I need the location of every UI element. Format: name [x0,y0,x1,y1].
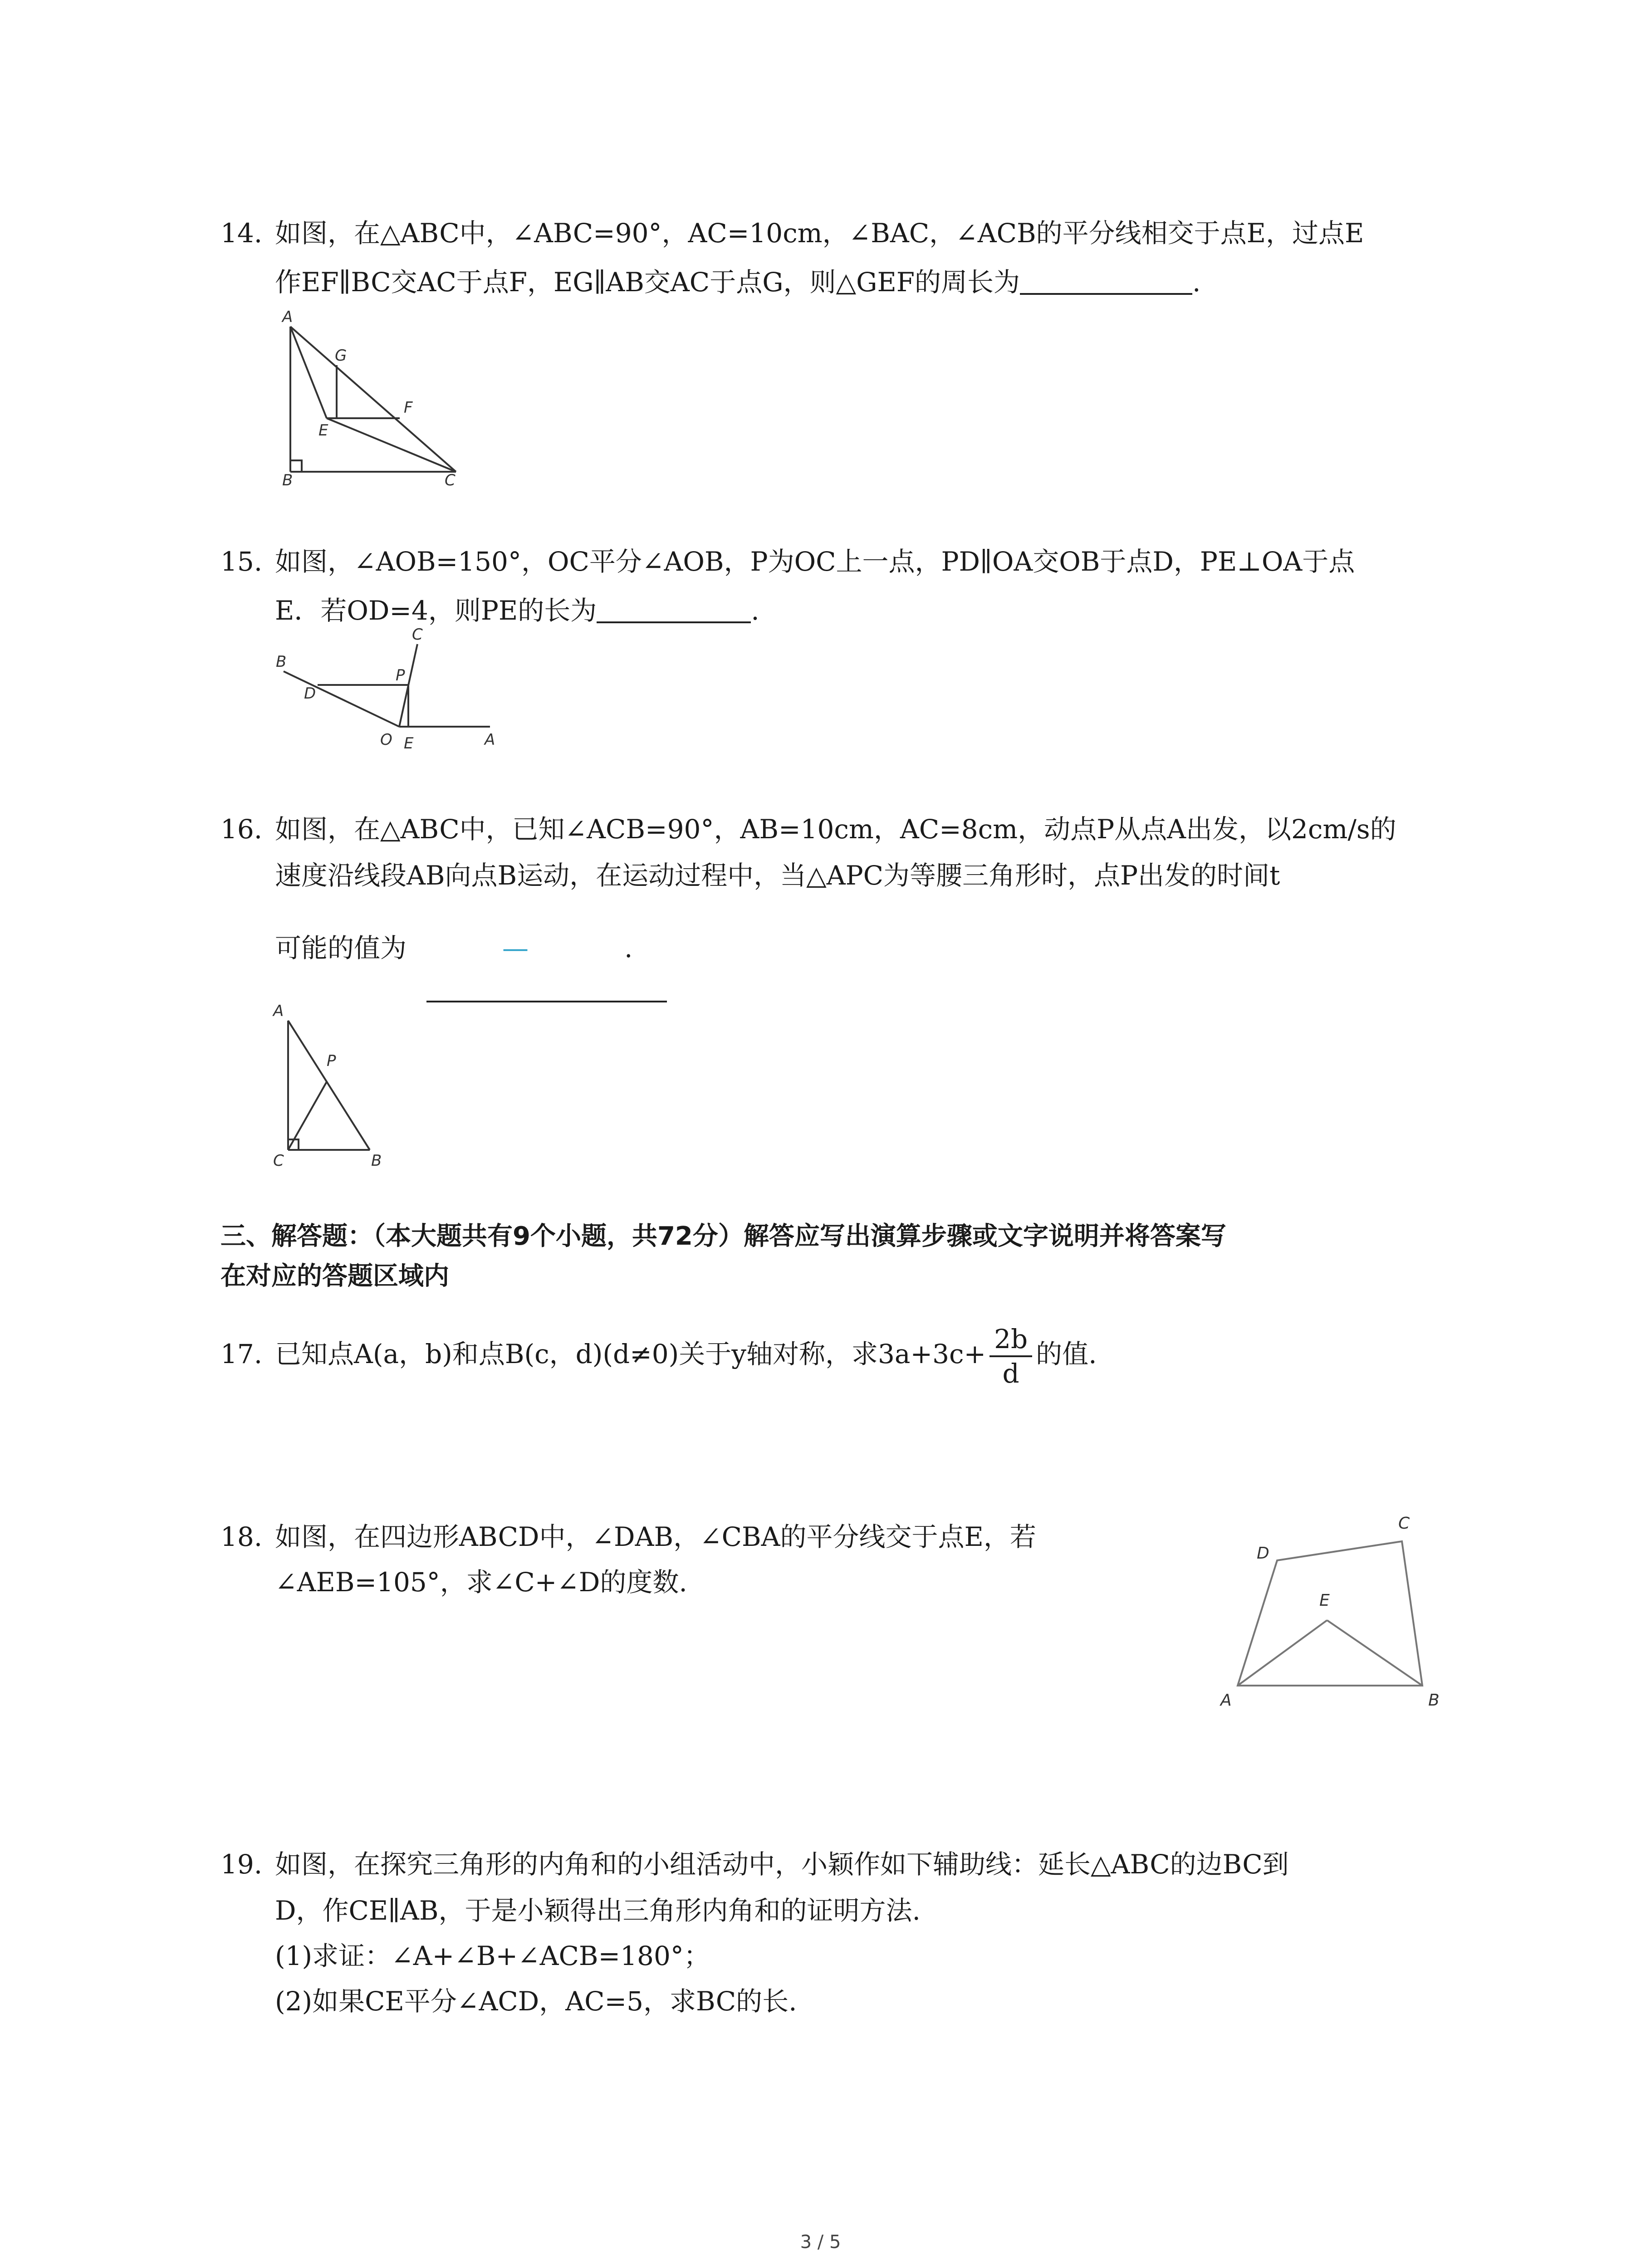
q19-part2 [275,1984,797,2019]
q15-label-o: O [380,731,392,749]
q15-figure [268,626,522,764]
q14-label-g: G [335,347,347,365]
q16-text-1: 如图，在△ABC中，已知∠ACB=90°，AB=10cm，AC=8cm，动点P从点A出发，以2cm/s的 [275,814,1396,845]
q16-line1 [220,812,1396,846]
q16-figure [268,998,413,1177]
q16-label-b: B [371,1152,382,1170]
q18-text-1: 如图，在四边形ABCD中，∠DAB，∠CBA的平分线交于点E，若 [275,1521,1036,1552]
q16-text-2: 速度沿线段AB向点B运动，在运动过程中，当△APC为等腰三角形时，点P出发的时间t [275,860,1280,891]
q14-text-2: 作EF∥BC交AC于点F，EG∥AB交AC于点G，则△GEF的周长为 [275,267,1020,298]
q14-label-b: B [282,471,293,489]
q15-label-b: B [276,653,287,671]
q18-label-b: B [1428,1691,1440,1710]
section3-heading-line1: 三、解答题：（本大题共有9个小题，共72分）解答应写出演算步骤或文字说明并将答案写 [220,1222,1226,1251]
q15-text-1: 如图，∠AOB=150°，OC平分∠AOB，P为OC上一点，PD∥OA交OB于点D，PE⊥OA于点 [275,546,1355,577]
q16-text-3: 可能的值为 [275,933,407,963]
q15-period: . [751,595,759,626]
q15-label-c: C [412,626,423,644]
page-number: 3 / 5 [800,2232,841,2253]
q14-line1 [220,216,1364,250]
q17-number: 17. [220,1339,263,1369]
q16-label-a: A [273,1002,284,1020]
q17-text-after: 的值. [1036,1339,1097,1369]
q14-label-f: F [404,399,413,417]
q19-part1-text: (1)求证：∠A+∠B+∠ACB=180°； [275,1941,710,1971]
q16-number: 16. [220,814,263,845]
q18-figure [1207,1497,1488,1725]
q19-line1 [220,1847,1289,1882]
q18-label-a: A [1220,1691,1232,1710]
q15-text-2: E．若OD=4，则PE的长为 [275,595,597,626]
q16-label-p: P [327,1052,336,1070]
q14-label-a: A [282,308,293,326]
q16-period: . [624,933,633,963]
q16-line2 [275,858,1280,893]
q15-label-e: E [404,734,414,753]
q19-part2-text: (2)如果CE平分∠ACD，AC=5，求BC的长. [275,1986,797,2017]
q18-number: 18. [220,1521,263,1552]
q19-line2 [275,1893,921,1928]
q15-answer-blank[interactable] [597,596,751,623]
q15-line2 [275,593,759,628]
q18-line1 [220,1520,1036,1554]
section3-heading-line2: 在对应的答题区域内 [220,1261,449,1291]
q14-label-e: E [318,421,328,440]
q14-period: . [1192,267,1201,298]
q18-label-d: D [1257,1544,1269,1563]
q17-frac-numerator: 2b [989,1323,1032,1357]
q15-label-p: P [396,666,405,684]
q19-text-2: D，作CE∥AB，于是小颖得出三角形内角和的证明方法. [275,1895,921,1926]
q14-answer-blank[interactable] [1020,268,1192,295]
q16-blue-mark: — [502,933,529,963]
q19-text-1: 如图，在探究三角形的内角和的小组活动中，小颖作如下辅助线：延长△ABC的边BC到 [275,1849,1289,1880]
q15-label-a: A [485,731,495,749]
q14-text-1: 如图，在△ABC中，∠ABC=90°，AC=10cm，∠BAC，∠ACB的平分线相交于点E，过点E [275,218,1364,249]
q14-line2 [275,265,1200,299]
q18-label-c: C [1398,1514,1410,1533]
q17-fraction [989,1323,1032,1390]
q18-text-2: ∠AEB=105°，求∠C+∠D的度数. [275,1567,687,1598]
q15-label-d: D [304,684,316,703]
q14-label-c: C [445,471,456,489]
q16-line3 [275,931,632,965]
q16-label-c: C [273,1152,284,1170]
q19-part1 [275,1939,710,1973]
q15-number: 15. [220,546,263,577]
q15-line1 [220,544,1355,579]
q18-label-e: E [1319,1591,1330,1610]
q16-answer-blank[interactable] [426,1001,667,1002]
q17-line [220,1320,1097,1388]
q17-frac-denominator: d [1002,1358,1019,1389]
q14-figure [272,299,490,492]
q19-number: 19. [220,1849,263,1880]
q17-text-before: 已知点A(a，b)和点B(c，d)(d≠0)关于y轴对称，求3a+3c+ [275,1339,986,1369]
q14-number: 14. [220,218,263,249]
q18-line2 [275,1565,687,1599]
